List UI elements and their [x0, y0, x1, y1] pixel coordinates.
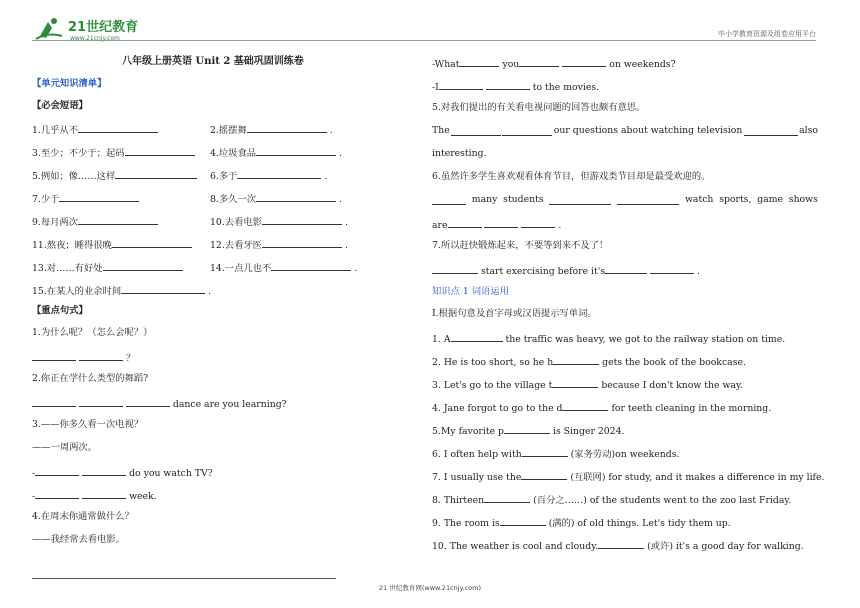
inline-text: because I don't know the way. — [601, 380, 743, 391]
inline-text: sports, — [719, 194, 752, 205]
inline-text: . — [697, 266, 700, 277]
answer-blank[interactable] — [103, 260, 183, 271]
inline-text: you — [502, 59, 520, 70]
sentence-prompt: 6.虽然许多学生喜欢观看体育节目，但游戏类节目却是最受欢迎的。 — [432, 171, 711, 182]
answer-blank[interactable] — [247, 122, 327, 133]
answer-blank[interactable] — [448, 217, 482, 228]
answer-blank[interactable] — [112, 237, 192, 248]
inline-text: for teeth cleaning in the morning. — [611, 403, 772, 414]
answer-blank[interactable] — [744, 125, 798, 136]
sentence-prompt: 3.——你多久看一次电视？ — [32, 419, 144, 430]
sentence-prompt: 2.你正在学什么类型的舞蹈? — [32, 373, 149, 384]
inline-text: (家务劳动)on weekends. — [570, 449, 680, 460]
inline-text: gets the book of the bookcase. — [602, 357, 746, 368]
inline-text: . — [344, 240, 348, 251]
inline-text: (互联网) for study, and it makes a difference in my life. — [570, 472, 825, 483]
answer-blank[interactable] — [78, 122, 158, 133]
inline-text: do you watch TV? — [129, 468, 213, 479]
inline-text: game — [757, 194, 784, 205]
inline-text: ？ — [125, 353, 136, 364]
answer-blank[interactable] — [115, 168, 197, 179]
inline-text: to the movies. — [532, 82, 600, 93]
inline-text: The — [432, 125, 450, 136]
answer-blank[interactable] — [35, 488, 79, 499]
sentence-prompt: 4.在周末你通常做什么？ — [32, 511, 134, 522]
answer-blank[interactable] — [521, 469, 567, 480]
platform-name: 中小学教育资源及组卷应用平台 — [718, 30, 816, 38]
answer-blank[interactable] — [256, 145, 336, 156]
section-sentences: 【重点句式】 — [32, 305, 88, 316]
inline-text: students — [503, 194, 544, 205]
inline-text: are — [432, 220, 448, 231]
answer-blank[interactable] — [484, 217, 518, 228]
exercise-item — [432, 354, 746, 369]
answer-blank[interactable] — [522, 446, 568, 457]
inline-text: 14.一点儿也不 — [210, 263, 272, 274]
phrase-item — [210, 191, 342, 206]
answer-blank[interactable] — [549, 194, 611, 205]
exercise-item — [432, 446, 679, 461]
exercise-item — [432, 515, 731, 530]
phrase-item — [210, 214, 348, 229]
inline-text: 2.摇摆舞 — [210, 125, 247, 136]
answer-blank[interactable] — [121, 283, 205, 294]
inline-text: 1.几乎从不 — [32, 125, 79, 136]
sentence-answer-line — [432, 79, 599, 94]
inline-text: . — [339, 148, 342, 159]
sentence-prompt: 1.为什么呢？（怎么会呢？） — [32, 327, 153, 338]
inline-text: - — [32, 491, 36, 502]
inline-text: week. — [129, 491, 157, 502]
exercise-item — [432, 492, 791, 507]
inline-text: -What — [432, 59, 460, 70]
answer-blank[interactable] — [650, 263, 694, 274]
inline-text: . — [324, 171, 328, 182]
answer-blank[interactable] — [126, 396, 170, 407]
inline-text: 13.对……有好处 — [32, 263, 103, 274]
sentence-answer-line — [432, 194, 818, 206]
phrase-item — [32, 214, 158, 229]
exercise-item — [432, 538, 804, 553]
phrase-item — [32, 145, 195, 160]
inline-text: . — [344, 217, 348, 228]
inline-text: 10.去看电影 — [210, 217, 262, 228]
exercise-item — [432, 377, 743, 392]
phrase-item — [32, 122, 158, 137]
answer-blank[interactable] — [237, 168, 321, 179]
inline-text: 9. The room is — [432, 518, 500, 529]
sentence-answer-line — [32, 396, 287, 411]
answer-blank[interactable] — [502, 125, 552, 136]
answer-blank[interactable] — [79, 350, 123, 361]
answer-blank[interactable] — [32, 396, 76, 407]
inline-text: . — [558, 220, 562, 231]
logo-text: 21世纪教育 — [68, 20, 139, 35]
inline-text: 2. He is too short, so he h — [432, 357, 554, 368]
answer-blank[interactable] — [562, 400, 608, 411]
answer-blank[interactable] — [521, 217, 555, 228]
inline-text: (或许) it's a good day for walking. — [647, 541, 804, 552]
answer-blank[interactable] — [271, 260, 351, 271]
answer-blank[interactable] — [484, 492, 530, 503]
inline-text: 6.多于 — [210, 171, 238, 182]
phrase-item — [210, 260, 357, 275]
phrase-item — [32, 283, 211, 298]
inline-text: watch — [684, 194, 714, 205]
inline-text: . — [329, 125, 333, 136]
phrase-item — [32, 191, 139, 206]
answer-blank[interactable] — [79, 396, 123, 407]
sentence-prompt: ——我经常去看电影。 — [32, 534, 125, 545]
footer-divider — [32, 578, 336, 579]
exercise-item — [432, 469, 824, 484]
header-divider — [32, 40, 816, 41]
inline-text: 10. The weather is cool and cloudy. — [432, 541, 599, 552]
sentence-answer-line — [32, 465, 213, 480]
exercise-item — [432, 400, 771, 415]
answer-blank[interactable] — [504, 423, 550, 434]
sentence-prompt: 7.所以赶快锻炼起来，不要等到来不及了！ — [432, 240, 609, 251]
inline-text: is Singer 2024. — [552, 426, 625, 437]
inline-text: (百分之……) of the students went to the zoo last Friday. — [533, 495, 792, 506]
answer-blank[interactable] — [486, 79, 530, 90]
phrase-item — [32, 260, 183, 275]
inline-text: also — [799, 125, 818, 136]
answer-blank[interactable] — [552, 377, 598, 388]
exercise-item — [432, 331, 785, 346]
answer-blank[interactable] — [459, 56, 499, 67]
sentence-prompt: 5.对我们提出的有关看电视问题的回答也颇有意思。 — [432, 102, 646, 113]
inline-text: 4.垃圾食品 — [210, 148, 257, 159]
section-knowledge-list: 【单元知识清单】 — [32, 78, 107, 89]
phrase-item — [210, 237, 348, 252]
inline-text: 7.少于 — [32, 194, 60, 205]
sentence-answer-line — [32, 350, 135, 365]
inline-text: 3.至少；不少于；起码 — [32, 148, 125, 159]
answer-blank[interactable] — [82, 488, 126, 499]
inline-text: 8.多久一次 — [210, 194, 257, 205]
answer-blank[interactable] — [598, 538, 644, 549]
inline-text: 4. Jane forgot to go to the d — [432, 403, 563, 414]
inline-text: - — [32, 468, 36, 479]
sentence-answer-line — [432, 125, 818, 137]
exercise-instructions: I.根据句意及首字母或汉语提示写单词。 — [432, 308, 597, 319]
answer-blank[interactable] — [78, 214, 158, 225]
answer-blank[interactable] — [451, 125, 501, 136]
answer-blank[interactable] — [500, 515, 546, 526]
inline-text: our questions about watching television — [553, 125, 743, 136]
answer-blank[interactable] — [59, 191, 139, 202]
answer-blank[interactable] — [553, 354, 599, 365]
answer-blank[interactable] — [262, 237, 342, 248]
worksheet-title: 八年级上册英语 Unit 2 基础巩固训练卷 — [122, 56, 304, 67]
inline-text: 11.熬夜；睡得很晚 — [32, 240, 112, 251]
answer-blank[interactable] — [256, 191, 336, 202]
knowledge-point-title: 知识点 1 词语运用 — [432, 286, 509, 297]
inline-text: 6. I often help with — [432, 449, 522, 460]
answer-blank[interactable] — [432, 194, 466, 205]
footer-text: 21 世纪教育网(www.21cnjy.com) — [379, 584, 481, 592]
inline-text: 3. Let's go to the village t — [432, 380, 553, 391]
sentence-answer-line — [432, 56, 676, 71]
answer-blank[interactable] — [519, 56, 559, 67]
sentence-answer-line: interesting. — [432, 148, 487, 159]
inline-text: start exercising before it's — [480, 266, 606, 277]
inline-text: 9.每月两次 — [32, 217, 79, 228]
exercise-item — [432, 423, 624, 438]
phrase-item — [32, 168, 197, 183]
inline-text: 7. I usually use the — [432, 472, 522, 483]
answer-blank[interactable] — [35, 465, 79, 476]
inline-text: 8. Thirteen — [432, 495, 485, 506]
phrase-item — [210, 122, 333, 137]
answer-blank[interactable] — [451, 331, 503, 342]
answer-blank[interactable] — [605, 263, 647, 274]
inline-text: 15.在某人的业余时间 — [32, 286, 122, 297]
inline-text: 5.例如；像……这样 — [32, 171, 116, 182]
answer-blank[interactable] — [32, 350, 76, 361]
sentence-prompt: ——一周两次。 — [32, 442, 98, 453]
inline-text: shows — [788, 194, 818, 205]
inline-text: dance are you learning? — [172, 399, 287, 410]
answer-blank[interactable] — [617, 194, 679, 205]
inline-text: (满的) of old things. Let's tidy them up. — [548, 518, 731, 529]
inline-text: 12.去看牙医 — [210, 240, 262, 251]
answer-blank[interactable] — [439, 79, 483, 90]
section-phrases: 【必会短语】 — [32, 100, 88, 111]
sentence-answer-line — [432, 217, 561, 232]
answer-blank[interactable] — [125, 145, 195, 156]
answer-blank[interactable] — [562, 56, 606, 67]
inline-text: . — [208, 286, 212, 297]
sentence-answer-line — [32, 488, 157, 503]
answer-blank[interactable] — [82, 465, 126, 476]
sentence-answer-line — [432, 263, 700, 278]
answer-blank[interactable] — [262, 214, 342, 225]
inline-text: 5.My favorite p — [432, 426, 504, 437]
inline-text: on weekends? — [609, 59, 676, 70]
phrase-item — [32, 237, 192, 252]
inline-text: . — [339, 194, 342, 205]
inline-text: the traffic was heavy, we got to the railway station on time. — [505, 334, 786, 345]
phrase-item — [210, 168, 327, 183]
phrase-item — [210, 145, 342, 160]
inline-text: many — [471, 194, 498, 205]
inline-text: 1. A — [432, 334, 451, 345]
inline-text: . — [354, 263, 358, 274]
inline-text: -I — [432, 82, 439, 93]
answer-blank[interactable] — [432, 263, 478, 274]
logo-url: www.21cnjy.com — [70, 35, 120, 42]
